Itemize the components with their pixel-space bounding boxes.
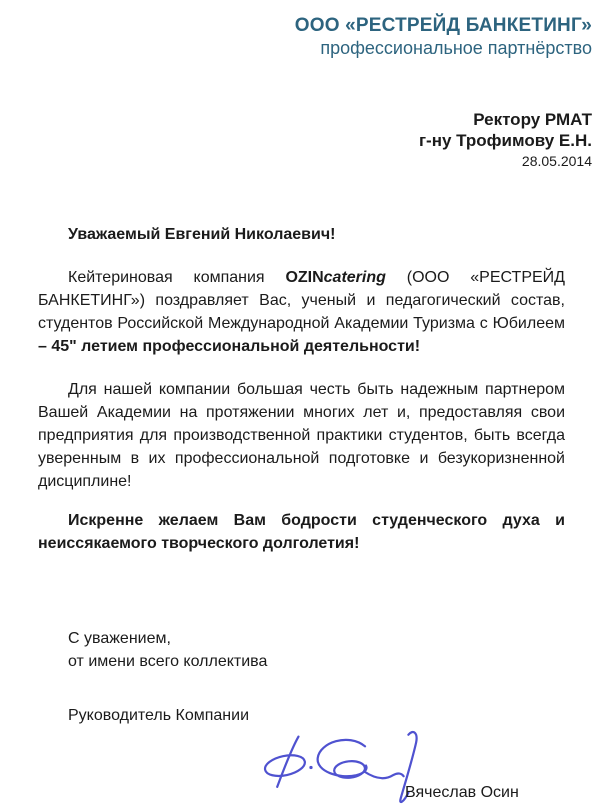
closing-block (38, 627, 592, 727)
signature-row (38, 727, 592, 809)
recipient-title: Ректору РМАТ (473, 110, 592, 129)
brand-name (285, 269, 385, 286)
closing-line-2: от имени всего коллектива (68, 653, 268, 670)
anniversary-highlight: – 45" летием профессиональной деятельности! (38, 338, 421, 355)
company-name: ООО «РЕСТРЕЙД БАНКЕТИНГ» (294, 15, 592, 36)
paragraph-greeting-mid: (ООО «РЕСТРЕЙД БАНКЕТИНГ») поздравляет Вас, ученый и педагогический состав, студентов Российской Международной Академии Туризма с Юбилеем (38, 269, 565, 332)
closing-line-1: С уважением, (68, 630, 171, 647)
paragraph-partnership: Для нашей компании большая честь быть надежным партнером Вашей Академии на протяжении многих лет и, предоставляя свои предприятия для производственной практики студентов, быть всегда уверенным в их профессиональной подготовке и безукоризненной дисциплине! (38, 381, 565, 490)
signer-name: Вячеслав Осин (405, 784, 519, 801)
brand-name-upright: OZIN (285, 269, 324, 286)
paragraph-greeting (38, 266, 565, 358)
brand-name-italic: catering (323, 269, 386, 286)
company-subtitle: профессиональное партнёрство (320, 38, 592, 58)
paragraph-greeting-lead: Кейтериновая компания (68, 269, 286, 286)
signature-scrawl (253, 727, 423, 809)
signer-role: Руководитель Компании (68, 707, 250, 724)
letter-date: 28.05.2014 (521, 153, 592, 169)
recipient-block (38, 109, 592, 170)
letterhead (38, 14, 592, 59)
recipient-name: г-ну Трофимову Е.Н. (418, 131, 592, 150)
paragraph-wishes: Искренне желаем Вам бодрости студенческого духа и неиссякаемого творческого долголетия! (38, 512, 565, 552)
salutation: Уважаемый Евгений Николаевич! (68, 226, 336, 243)
